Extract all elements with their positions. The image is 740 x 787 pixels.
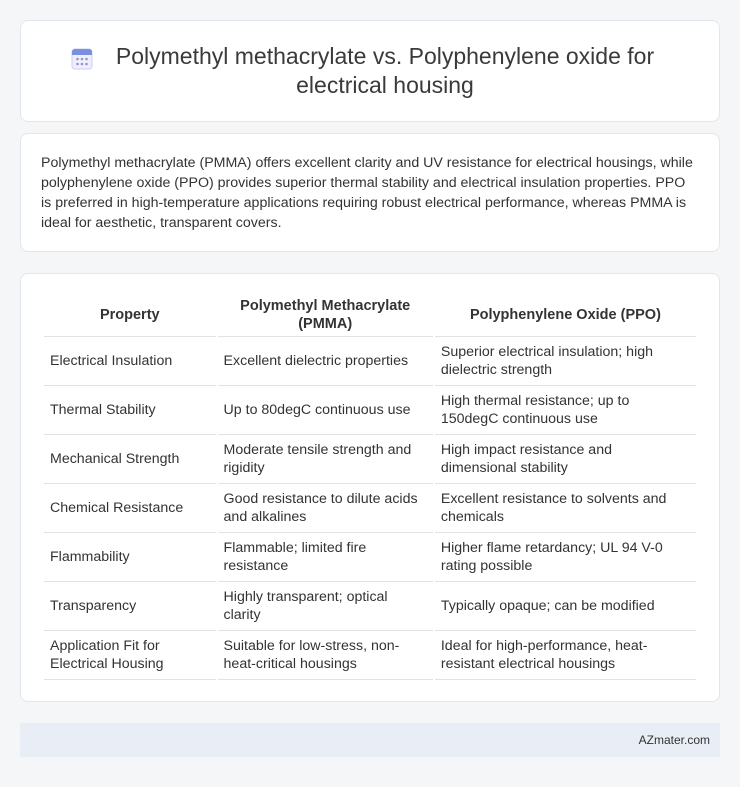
pmma-cell: Up to 80degC continuous use xyxy=(218,386,433,435)
property-cell: Flammability xyxy=(44,533,216,582)
table-row xyxy=(44,631,696,680)
title-wrap xyxy=(21,21,719,121)
pmma-cell: Flammable; limited fire resistance xyxy=(218,533,433,582)
table-row xyxy=(44,386,696,435)
ppo-cell: Superior electrical insulation; high dielectric strength xyxy=(435,337,696,386)
table-row xyxy=(44,533,696,582)
property-cell: Chemical Resistance xyxy=(44,484,216,533)
property-cell: Electrical Insulation xyxy=(44,337,216,386)
table-row xyxy=(44,484,696,533)
ppo-cell: Typically opaque; can be modified xyxy=(435,582,696,631)
ppo-cell: High thermal resistance; up to 150degC continuous use xyxy=(435,386,696,435)
ppo-cell: Excellent resistance to solvents and chemicals xyxy=(435,484,696,533)
summary-card xyxy=(20,133,720,252)
table-row xyxy=(44,582,696,631)
property-cell: Thermal Stability xyxy=(44,386,216,435)
pmma-cell: Good resistance to dilute acids and alkalines xyxy=(218,484,433,533)
table-row xyxy=(44,337,696,386)
title-card xyxy=(20,20,720,122)
property-cell: Transparency xyxy=(44,582,216,631)
header-ppo: Polyphenylene Oxide (PPO) xyxy=(435,293,696,337)
ppo-cell: Ideal for high-performance, heat-resistant electrical housings xyxy=(435,631,696,680)
comparison-table-card xyxy=(20,273,720,702)
summary-text: Polymethyl methacrylate (PMMA) offers excellent clarity and UV resistance for electrical housings, while polyphenylene oxide (PPO) provides superior thermal stability and electrical insulation properties. PPO is preferred in high-temperature applications requiring robust electrical performance, whereas PMMA is ideal for aesthetic, transparent covers. xyxy=(41,155,693,231)
pmma-cell: Moderate tensile strength and rigidity xyxy=(218,435,433,484)
header-property: Property xyxy=(44,293,216,337)
property-cell: Mechanical Strength xyxy=(44,435,216,484)
table-header-row xyxy=(44,293,696,337)
ppo-cell: Higher flame retardancy; UL 94 V-0 rating possible xyxy=(435,533,696,582)
comparison-table xyxy=(42,293,698,680)
property-cell: Application Fit for Electrical Housing xyxy=(44,631,216,680)
pmma-cell: Suitable for low-stress, non-heat-critical housings xyxy=(218,631,433,680)
footer-brand: AZmater.com xyxy=(638,733,710,747)
ppo-cell: High impact resistance and dimensional stability xyxy=(435,435,696,484)
table-row xyxy=(44,435,696,484)
header-pmma: Polymethyl Methacrylate (PMMA) xyxy=(218,293,433,337)
footer-bar xyxy=(20,723,720,757)
pmma-cell: Excellent dielectric properties xyxy=(218,337,433,386)
page-title: Polymethyl methacrylate vs. Polyphenylene oxide for electrical housing xyxy=(115,43,655,98)
pmma-cell: Highly transparent; optical clarity xyxy=(218,582,433,631)
